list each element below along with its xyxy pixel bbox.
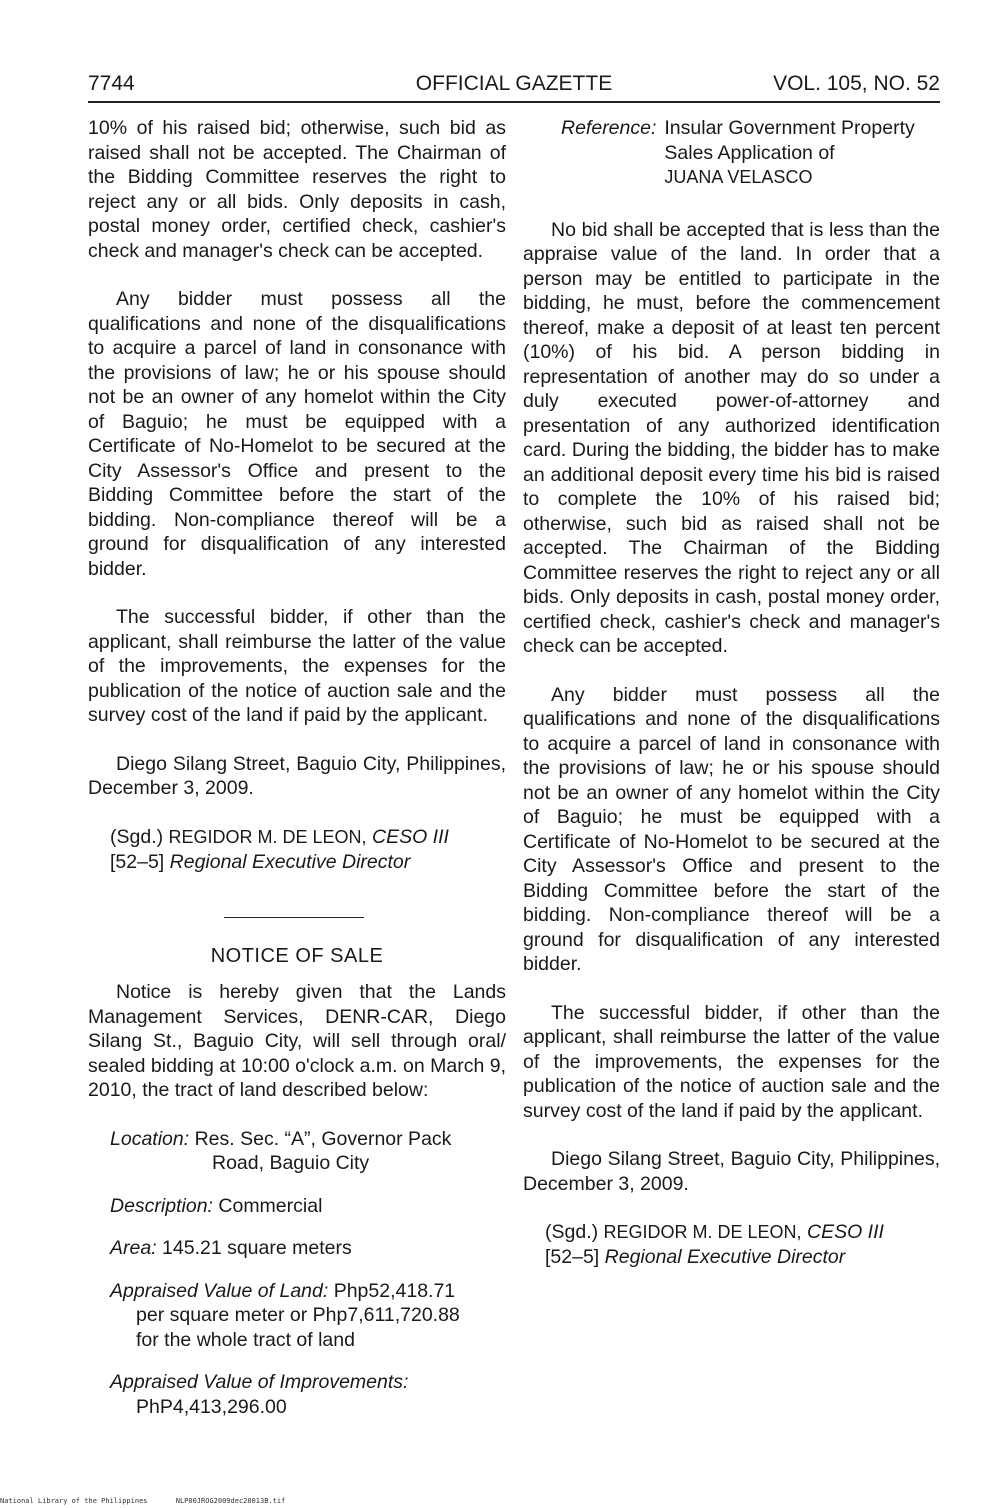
improvements-value: PhP4,413,296.00 bbox=[136, 1395, 287, 1418]
signature-block bbox=[545, 1220, 940, 1270]
page-number: 7744 bbox=[88, 72, 135, 95]
header-rule bbox=[88, 101, 940, 103]
description-label: Description: bbox=[110, 1194, 213, 1217]
location-value-line1: Res. Sec. “A”, Governor Pack bbox=[194, 1127, 452, 1150]
reference-label: Reference: bbox=[561, 117, 657, 139]
location-value-line2: Road, Baguio City bbox=[212, 1152, 370, 1174]
reimbursement-paragraph: The successful bidder, if other than the applicant, shall reimburse the latter of the value of the improvements, the expenses for the publication of the notice of auction sale and the survey cost of the land if paid by the applicant. bbox=[88, 606, 506, 726]
section-divider bbox=[224, 917, 364, 918]
qualifications-paragraph: Any bidder must possess all the qualifications and none of the disqualifications to acquire a parcel of land in consonance with the provisions of law; he or his spouse should not be an owner of any homelot within the City of Baguio; he must be equipped with a Certificate of No-Homelot to be secured at the City Assessor's Office and present to the Bidding Committee before the start of the bidding. Non-compliance thereof will be a ground for disqualification of any interested bidder. bbox=[88, 288, 506, 580]
location-label: Location: bbox=[110, 1127, 190, 1150]
place-date: Diego Silang Street, Baguio City, Philippines, December 3, 2009. bbox=[88, 752, 506, 799]
qualifications-paragraph: Any bidder must possess all the qualifications and none of the disqualifications to acquire a parcel of land in consonance with the provisions of law; he or his spouse should not be an owner of any homelot within the City of Baguio; he must be equipped with a Certificate of No-Homelot to be secured at the City Assessor's Office and present to the Bidding Committee before the start of the bidding. Non-compliance thereof will be a ground for disqualification of any interested bidder. bbox=[523, 683, 940, 975]
land-value-line3: for the whole tract of land bbox=[136, 1328, 355, 1351]
land-value-item bbox=[110, 1279, 506, 1353]
library-credit: National Library of the Philippines bbox=[0, 1497, 148, 1505]
signatory-position: Regional Executive Director bbox=[604, 1246, 846, 1268]
place-date: Diego Silang Street, Baguio City, Philippines, December 3, 2009. bbox=[523, 1148, 940, 1195]
land-value-line2: per square meter or Php7,611,720.88 bbox=[136, 1304, 460, 1326]
area-item bbox=[110, 1236, 506, 1261]
scan-footer bbox=[0, 1497, 309, 1505]
right-column bbox=[523, 116, 940, 1294]
volume-number: VOL. 105, NO. 52 bbox=[773, 72, 940, 95]
continued-paragraph: 10% of his raised bid; otherwise, such bid as raised shall not be accepted. The Chairman of the Bidding Committee reserves the right to reject any or all bids. Only deposits in cash, postal money order, certified check, cashier's check and manager's check can be accepted. bbox=[88, 117, 506, 262]
location-item bbox=[110, 1127, 506, 1176]
description-value: Commercial bbox=[218, 1194, 323, 1217]
reference-item bbox=[561, 116, 940, 190]
signed-mark: (Sgd.) bbox=[110, 825, 164, 848]
improvements-item bbox=[110, 1370, 506, 1419]
area-label: Area: bbox=[110, 1237, 157, 1259]
signature-block bbox=[110, 825, 506, 875]
left-column bbox=[88, 116, 506, 1437]
reference-text: Insular Government Property Sales Application of bbox=[664, 117, 915, 164]
issue-code: [52–5] bbox=[545, 1246, 600, 1268]
description-item bbox=[110, 1194, 506, 1219]
area-value: 145.21 square meters bbox=[162, 1237, 352, 1259]
signatory-name: REGIDOR M. DE LEON, bbox=[168, 826, 367, 847]
signatory-credential: CESO III bbox=[806, 1221, 884, 1243]
notice-intro: Notice is hereby given that the Lands Management Services, DENR-CAR, Diego Silang St., Baguio City, will sell through oral/ sealed bidding at 10:00 o'clock a.m. on March 9, 2010, the tract of land described below: bbox=[88, 981, 506, 1101]
no-bid-paragraph: No bid shall be accepted that is less than the appraise value of the land. In order that a person may be entitled to participate in the bidding, he must, before the commencement thereof, make a deposit of at least ten percent (10%) of his bid. A person bidding in representation of another may do so under a duly executed power-of-attorney and presentation of any authorized identification card. During the bidding, the bidder has to make an additional deposit every time his bid is raised to complete the 10% of his raised bid; otherwise, such bid as raised shall not be accepted. The Chairman of the Bidding Committee reserves the right to reject any or all bids. Only deposits in cash, postal money order, certified check, cashier's check and manager's check can be accepted. bbox=[523, 218, 940, 657]
notice-title: NOTICE OF SALE bbox=[210, 944, 384, 967]
land-value-line1: Php52,418.71 bbox=[333, 1279, 456, 1302]
signatory-position: Regional Executive Director bbox=[169, 850, 411, 873]
scan-filename: NLP00JROG2009dec28013B.tif bbox=[175, 1497, 286, 1505]
reimbursement-paragraph: The successful bidder, if other than the applicant, shall reimburse the latter of the value of the improvements, the expenses for the publication of the notice of auction sale and the survey cost of the land if paid by the applicant. bbox=[523, 1001, 940, 1122]
signatory-credential: CESO III bbox=[371, 825, 449, 848]
reference-value bbox=[664, 116, 940, 190]
publication-title: OFFICIAL GAZETTE bbox=[415, 72, 613, 95]
reference-name: JUANA VELASCO bbox=[664, 167, 813, 187]
page-header bbox=[88, 70, 940, 100]
improvements-label: Appraised Value of Improvements: bbox=[110, 1371, 409, 1393]
land-value-label: Appraised Value of Land: bbox=[110, 1279, 329, 1302]
signatory-name: REGIDOR M. DE LEON, bbox=[603, 1222, 802, 1242]
signed-mark: (Sgd.) bbox=[545, 1221, 599, 1243]
issue-code: [52–5] bbox=[110, 850, 165, 873]
